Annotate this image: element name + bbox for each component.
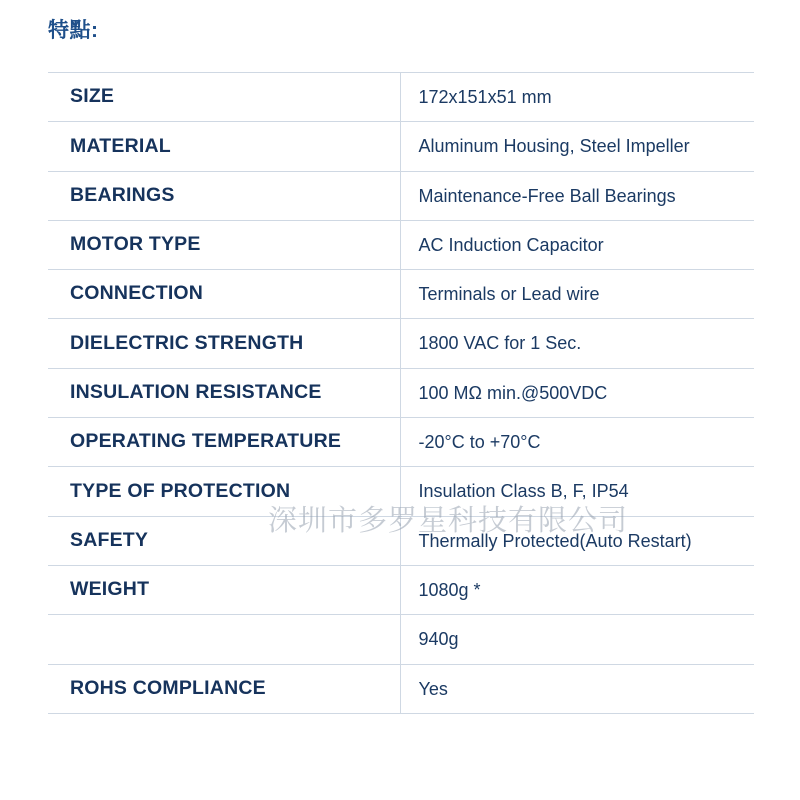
spec-value: Insulation Class B, F, IP54: [418, 481, 629, 502]
table-row: [48, 220, 754, 269]
spec-value: Maintenance-Free Ball Bearings: [418, 185, 676, 206]
spec-value-cell: [400, 270, 754, 319]
table-row: [48, 615, 754, 664]
specifications-table-body: [48, 73, 754, 714]
spec-label: TYPE OF PROTECTION: [70, 479, 291, 502]
spec-value-cell: [400, 615, 754, 664]
table-row: [48, 368, 754, 417]
spec-label: ROHS COMPLIANCE: [70, 676, 266, 699]
table-row: [48, 664, 754, 713]
table-row: [48, 418, 754, 467]
spec-value: Thermally Protected(Auto Restart): [418, 530, 692, 551]
table-row: [48, 319, 754, 368]
spec-label: MOTOR TYPE: [70, 233, 201, 256]
spec-label-cell: [48, 73, 400, 122]
watermark: 深圳市多罗星科技有限公司: [268, 505, 629, 537]
spec-value-cell: [400, 368, 754, 417]
spec-value: -20°C to +70°C: [418, 432, 541, 453]
spec-value-cell: [400, 418, 754, 467]
spec-label: INSULATION RESISTANCE: [70, 381, 322, 404]
table-row: [48, 467, 754, 516]
spec-label-cell: [48, 220, 400, 269]
spec-value: 1800 VAC for 1 Sec.: [418, 333, 582, 354]
spec-value-cell: [400, 122, 754, 171]
spec-value-cell: [400, 467, 754, 516]
spec-value: AC Induction Capacitor: [418, 234, 604, 255]
spec-value-cell: [400, 565, 754, 614]
spec-label-cell: [48, 368, 400, 417]
spec-value-cell: [400, 220, 754, 269]
table-row: [48, 73, 754, 122]
spec-label-cell: [48, 270, 400, 319]
spec-value: 100 MΩ min.@500VDC: [418, 382, 608, 403]
table-row: [48, 270, 754, 319]
table-row: [48, 516, 754, 565]
spec-value-cell: [400, 516, 754, 565]
table-row: [48, 565, 754, 614]
specifications-table: [48, 72, 754, 714]
spec-label: DIELECTRIC STRENGTH: [70, 331, 304, 354]
spec-value: 1080g *: [418, 579, 481, 600]
spec-label-cell: [48, 122, 400, 171]
spec-label-cell: [48, 664, 400, 713]
spec-value-cell: [400, 319, 754, 368]
spec-label-cell: [48, 467, 400, 516]
spec-label: OPERATING TEMPERATURE: [70, 430, 342, 453]
spec-label: BEARINGS: [70, 183, 175, 206]
spec-label-cell: [48, 319, 400, 368]
spec-value: 940g: [418, 629, 459, 650]
spec-value: Aluminum Housing, Steel Impeller: [418, 136, 690, 157]
spec-label: CONNECTION: [70, 282, 204, 305]
spec-label-cell: [48, 516, 400, 565]
spec-label: SIZE: [70, 85, 115, 108]
table-row: [48, 171, 754, 220]
spec-label: SAFETY: [70, 528, 149, 551]
spec-label: MATERIAL: [70, 134, 171, 157]
spec-label-cell: [48, 615, 400, 664]
spec-label-cell: [48, 171, 400, 220]
spec-label-cell: [48, 565, 400, 614]
spec-value-cell: [400, 73, 754, 122]
spec-value: Yes: [418, 678, 448, 699]
spec-value: 172x151x51 mm: [418, 87, 552, 107]
spec-label: WEIGHT: [70, 578, 150, 601]
spec-label: [48, 627, 400, 651]
spec-value: Terminals or Lead wire: [418, 284, 600, 305]
spec-value-cell: [400, 171, 754, 220]
spec-label-cell: [48, 418, 400, 467]
page-title: 特點:: [48, 19, 99, 42]
spec-value-cell: [400, 664, 754, 713]
table-row: [48, 122, 754, 171]
